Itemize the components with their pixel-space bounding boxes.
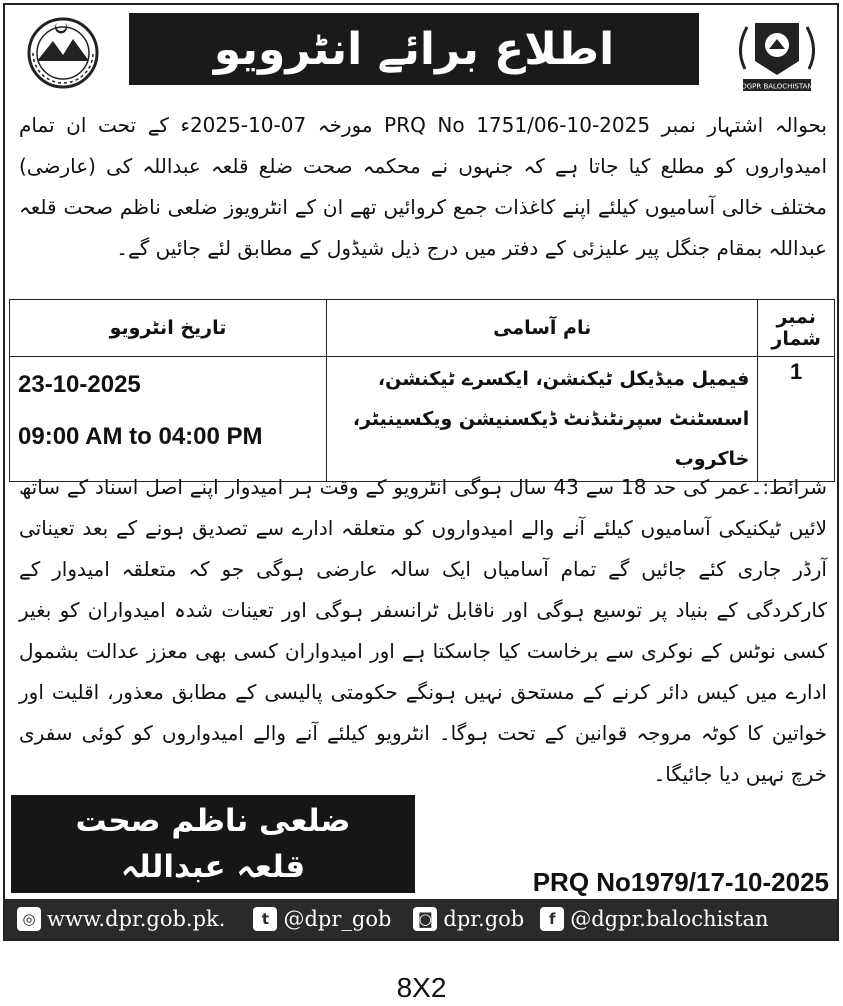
intro-section: [19, 105, 827, 269]
footer-instagram[interactable]: [413, 907, 524, 931]
globe-icon: ◎: [17, 907, 41, 931]
intro-paragraph: بحوالہ اشتہار نمبر PRQ No 1751/06-10-2025 مورخہ 07-10-2025ء کے تحت ان تمام امیدواروں کو مطلع کیا جاتا ہے کہ جنہوں نے محکمہ صحت ضلع قلعہ عبداللہ کی (عارضی) مختلف خالی آسامیوں کیلئے اپنے کاغذات جمع کروائیں تھے ان کے انٹرویوز ضلعی ناظم صحت قلعہ عبداللہ بمقام جنگل پیر علیزئی کے دفتر میں درج ذیل شیڈول کے مطابق لئے جائیں گے۔: [19, 113, 827, 260]
header-date: تاریخ انٹرویو: [10, 300, 327, 357]
footer-facebook[interactable]: [540, 907, 768, 931]
header: [5, 5, 837, 97]
serial-number: 1: [758, 357, 835, 482]
table-header-row: [10, 300, 835, 357]
interview-time: 09:00 AM to 04:00 PM: [18, 423, 263, 450]
interview-schedule-table: [9, 299, 835, 482]
dgpr-logo-icon: [725, 9, 829, 95]
post-names: فیمیل میڈیکل ٹیکنشن، ایکسرے ٹیکنشن، اسسٹنٹ سپرنٹنڈنٹ ڈیکسنیشن ویکسینیٹر، خاکروب: [327, 357, 758, 482]
prq-number: PRQ No1979/17-10-2025: [532, 867, 829, 897]
facebook-icon: f: [540, 907, 564, 931]
footer-website[interactable]: [17, 907, 225, 931]
dgpr-logo-text: DGPR BALOCHISTAN: [741, 82, 813, 91]
twitter-icon: t: [253, 907, 277, 931]
header-post-name: نام آسامی: [327, 300, 758, 357]
signatory-box: [11, 795, 415, 893]
government-emblem-icon: [17, 11, 109, 91]
signatory-title: ضلعی ناظم صحت: [75, 803, 351, 839]
footer-bar: [5, 899, 837, 939]
website-text: www.dpr.gob.pk.: [47, 907, 226, 931]
interview-date: 23-10-2025: [18, 371, 141, 398]
terms-paragraph: شرائط:۔عمر کی حد 18 سے 43 سال ہوگی انٹرویو کے وقت ہر امیدوار اپنے اصل اسناد کے ساتھ لائیں ٹیکنیکی آسامیوں کیلئے آنے والے امیدواروں کو متعلقہ ادارے سے تصدیق ہونے کے بعد تعیناتی آرڈر جاری کئے جائیں گے تمام آسامیاں ایک سالہ عارضی ہوگی جو کہ متعلقہ امیدوار کے کارکردگی کے بنیاد پر توسیع ہوگی اور ناقابل ٹرانسفر ہوگی اور تعینات شدہ امیدواران کو بغیر کسی نوٹس کے نوکری سے برخاست کیا جاسکتا ہے اور امیدواران کسی بھی معزز عدالت بشمول ادارے میں کیس دائر کرنے کے مستحق نہیں ہونگے حکومتی پالیسی کے مطابق معذور، اقلیت اور خواتین کا کوٹہ مروجہ قوانین کے تحت ہوگا۔ انٹرویو کیلئے آنے والے امیدواروں کو کوئی سفری خرچ نہیں دیا جائیگا۔: [19, 475, 828, 786]
signatory-district: قلعہ عبداللہ: [120, 849, 306, 885]
instagram-icon: ◙: [413, 907, 437, 931]
terms-section: [19, 467, 827, 795]
interview-date-cell: [10, 357, 327, 482]
notice-title: اطلاع برائے انٹرویو: [129, 13, 699, 85]
table-row: [10, 357, 835, 482]
twitter-text: @dpr_gob: [283, 907, 392, 931]
header-serial-no: نمبر شمار: [758, 300, 835, 357]
ad-size-label: 8X2: [396, 972, 447, 1003]
footer-twitter[interactable]: [253, 907, 391, 931]
instagram-text: dpr.gob: [443, 907, 525, 931]
facebook-text: @dgpr.balochistan: [570, 907, 769, 931]
advertisement: [3, 3, 839, 941]
